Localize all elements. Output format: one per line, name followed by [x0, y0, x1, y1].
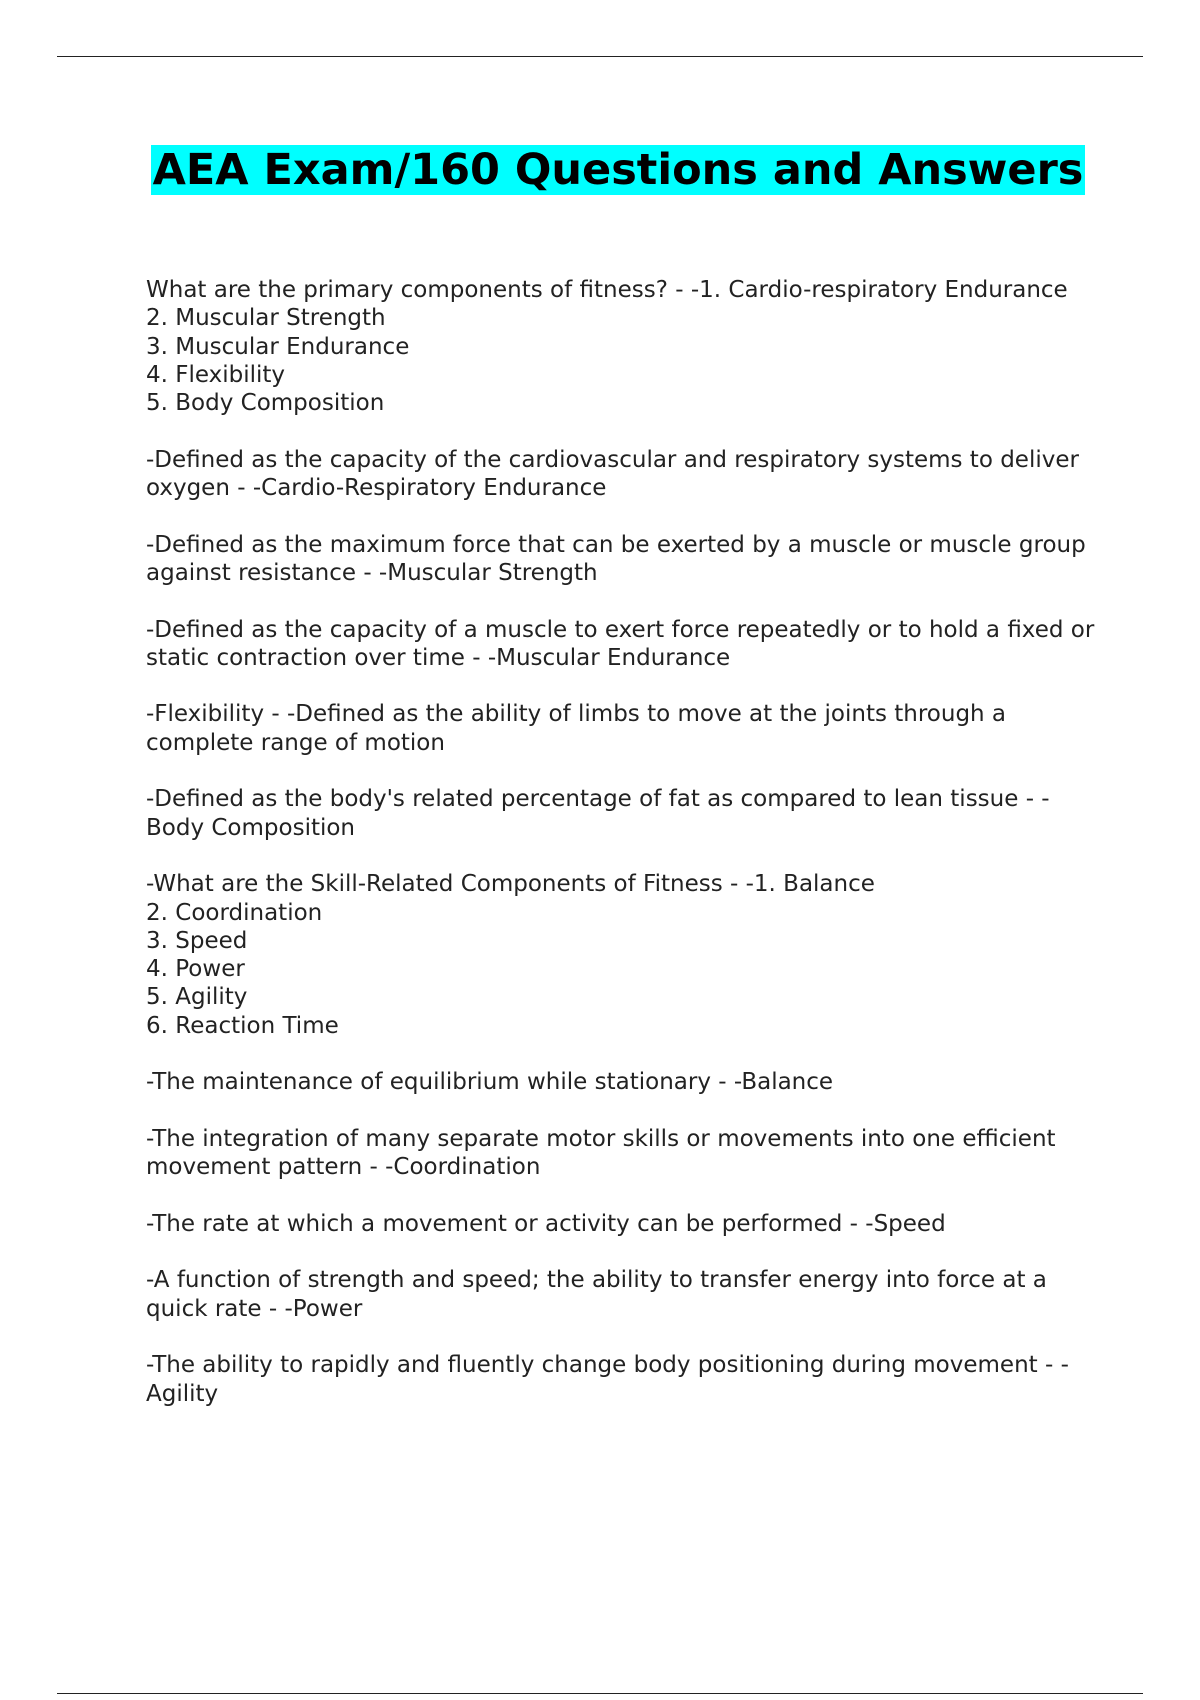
qa-item: -A function of strength and speed; the ability to transfer energy into force at a quick rate - -Power	[146, 1267, 1047, 1322]
qa-item: -Flexibility - -Defined as the ability of limbs to move at the joints through a complete range of motion	[146, 701, 1007, 756]
title-block	[0, 143, 1200, 197]
qa-item: -Defined as the body's related percentage of fat as compared to lean tissue - -Body Composition	[146, 786, 1050, 841]
qa-item: -Defined as the capacity of the cardiovascular and respiratory systems to deliver oxygen - -Cardio-Respiratory Endurance	[146, 446, 1079, 502]
qa-item: -The maintenance of equilibrium while stationary - -Balance	[146, 1069, 834, 1096]
qa-item: -The ability to rapidly and fluently change body positioning during movement - -Agility	[146, 1352, 1069, 1407]
qa-item: What are the primary components of fitness? - -1. Cardio-respiratory Endurance 2. Muscular Strength 3. Muscular Endurance 4. Flexibility 5. Body Composition	[146, 277, 1068, 417]
qa-item: -The rate at which a movement or activity can be performed - -Speed	[146, 1210, 946, 1237]
page-title: AEA Exam/160 Questions and Answers	[152, 145, 1084, 195]
qa-body	[146, 276, 1106, 1436]
header-rule	[57, 56, 1143, 57]
qa-item: -What are the Skill-Related Components of Fitness - -1. Balance 2. Coordination 3. Speed 4. Power 5. Agility 6. Reaction Time	[146, 871, 875, 1039]
footer-rule	[57, 1693, 1143, 1694]
qa-item: -Defined as the capacity of a muscle to exert force repeatedly or to hold a fixed or static contraction over time - -Muscular Endurance	[146, 616, 1095, 671]
qa-item: -The integration of many separate motor skills or movements into one efficient movement pattern - -Coordination	[146, 1125, 1056, 1181]
qa-item: -Defined as the maximum force that can be exerted by a muscle or muscle group against resistance - -Muscular Strength	[146, 531, 1086, 586]
